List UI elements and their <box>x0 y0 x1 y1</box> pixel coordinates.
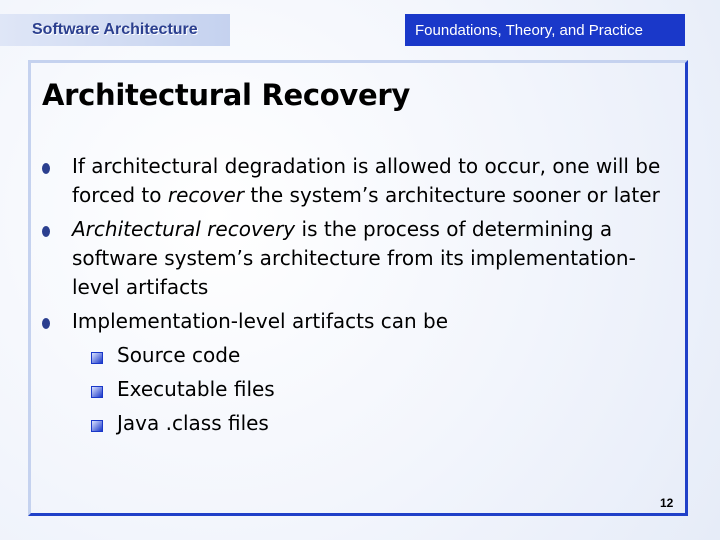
sub-bullet-item <box>87 409 682 438</box>
diamond-bullet-icon <box>91 386 103 398</box>
header-right-banner <box>405 14 685 46</box>
bullet-item <box>42 152 682 210</box>
bullet-item <box>42 215 682 302</box>
bullet-dot-icon <box>42 226 50 237</box>
book-subtitle: Foundations, Theory, and Practice <box>415 22 643 39</box>
diamond-bullet-icon <box>91 420 103 432</box>
bullet-dot-icon <box>42 318 50 329</box>
bullet-list <box>42 152 682 443</box>
bullet-text: If architectural degradation is allowed to occur, one will be forced to <box>72 154 661 207</box>
course-title: Software Architecture <box>32 21 198 38</box>
diamond-bullet-icon <box>91 352 103 364</box>
bullet-emphasis: recover <box>167 183 244 207</box>
bullet-item <box>42 307 682 336</box>
sub-bullet-item <box>87 341 682 370</box>
header <box>0 0 720 62</box>
bullet-emphasis: Architectural recovery <box>72 217 296 241</box>
sub-bullet-item <box>87 375 682 404</box>
bullet-dot-icon <box>42 163 50 174</box>
sub-bullet-text: Java .class files <box>117 411 269 435</box>
slide-title: Architectural Recovery <box>42 78 410 112</box>
header-left-banner <box>0 14 230 46</box>
bullet-text: is the process of determining a software system’s architecture from its implementation-level artifacts <box>72 217 636 299</box>
sub-bullet-text: Executable files <box>117 377 275 401</box>
sub-bullet-text: Source code <box>117 343 241 367</box>
bullet-text: the system’s architecture sooner or later <box>243 183 660 207</box>
bullet-text: Implementation-level artifacts can be <box>72 309 449 333</box>
page-number: 12 <box>660 496 674 510</box>
